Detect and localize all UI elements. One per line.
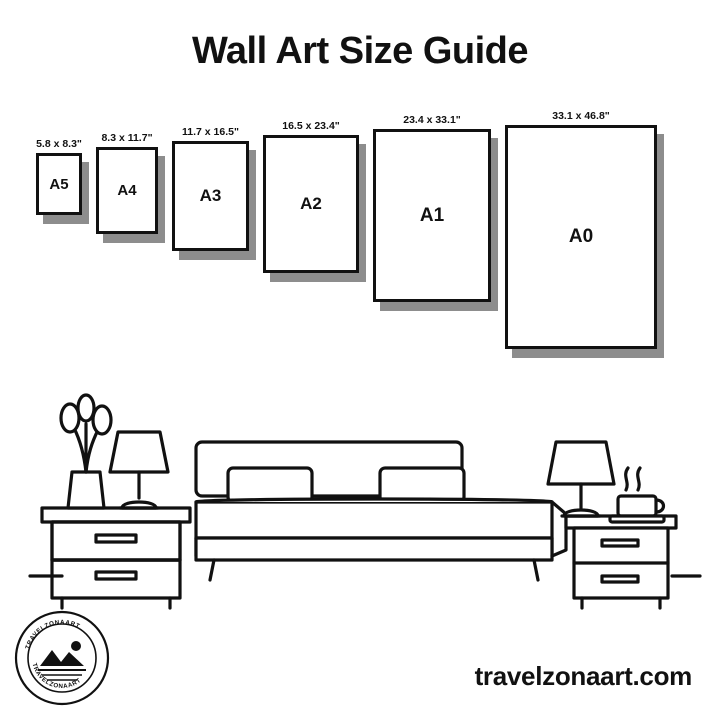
frame-size-label-a5: 5.8 x 8.3"	[36, 138, 82, 150]
frame-a5	[36, 138, 82, 212]
frame-box-a5	[36, 153, 82, 215]
left-table-lamp	[110, 432, 168, 508]
frame-name-label: A2	[300, 194, 322, 213]
brand-logo-svg	[14, 610, 110, 706]
frame-box-a3	[172, 141, 249, 251]
frame-box-a0	[505, 125, 657, 349]
frame-size-label-a4: 8.3 x 11.7"	[101, 132, 153, 144]
frame-box-a2	[263, 135, 359, 273]
frame-size-row	[0, 110, 720, 400]
frame-name-label: A4	[117, 182, 137, 199]
frame-size-label-a3: 11.7 x 16.5"	[182, 126, 239, 138]
flower-vase	[61, 395, 111, 508]
bedroom-scene-svg	[0, 380, 720, 610]
bedroom-illustration	[0, 380, 720, 610]
bed	[196, 442, 566, 580]
page-title: Wall Art Size Guide	[191, 30, 529, 72]
frame-name-label: A5	[49, 175, 69, 193]
frame-size-label-a1: 23.4 x 33.1"	[403, 114, 461, 126]
website-url: travelzonaart.com	[474, 661, 692, 691]
right-nightstand	[566, 516, 676, 608]
frame-size-label-a2: 16.5 x 23.4"	[282, 120, 340, 132]
frame-size-label-a0: 33.1 x 46.8"	[552, 110, 610, 122]
frame-name-label: A3	[199, 186, 222, 205]
frame-a3	[172, 126, 249, 248]
frame-a1	[373, 114, 491, 299]
logo-text-bottom: TRAVELZONAART	[30, 662, 83, 691]
frame-a2	[263, 120, 359, 270]
frame-a4	[96, 132, 158, 231]
logo-text-top: TRAVELZONAART	[24, 618, 82, 651]
frame-name-label: A0	[568, 226, 594, 247]
left-nightstand	[42, 508, 190, 608]
frame-box-a4	[96, 147, 158, 234]
right-table-lamp	[548, 442, 614, 516]
frame-box-a1	[373, 129, 491, 302]
frame-a0	[505, 110, 657, 346]
brand-logo	[14, 610, 110, 706]
frame-name-label: A1	[419, 204, 445, 226]
coffee-cup	[610, 468, 664, 522]
